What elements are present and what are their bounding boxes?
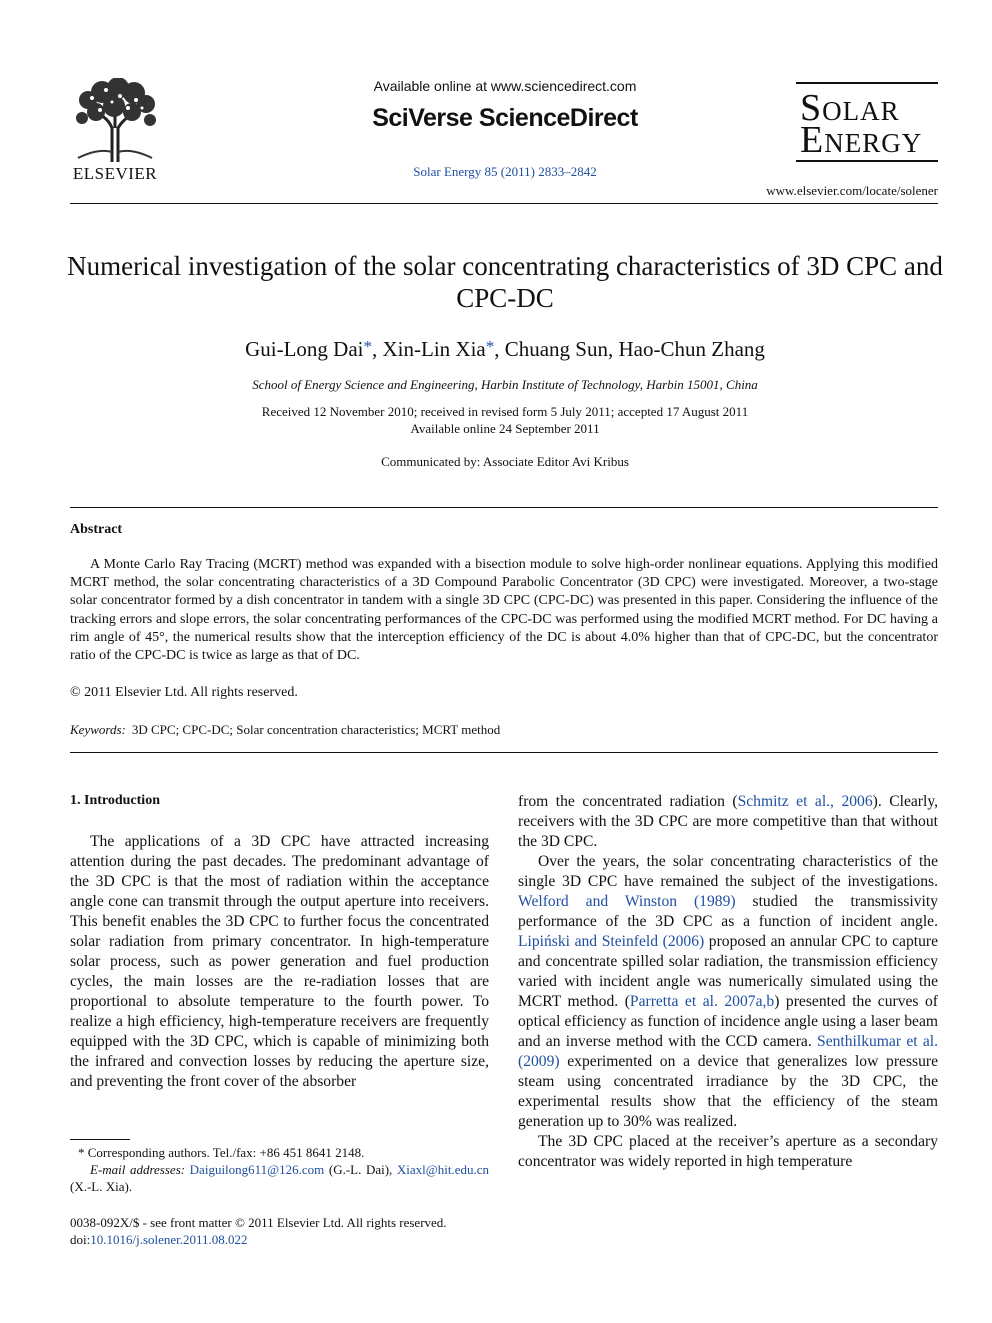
email-footnote — [70, 1161, 489, 1195]
paragraph: The 3D CPC placed at the receiver’s aperture as a secondary concentrator was widely reported in high temperature — [518, 1133, 938, 1170]
author-name: Hao-Chun Zhang — [618, 337, 765, 361]
available-online-date: Available online 24 September 2011 — [410, 421, 600, 436]
doi-link[interactable]: 10.1016/j.solener.2011.08.022 — [90, 1232, 248, 1247]
footnote-divider — [70, 1139, 130, 1140]
left-column — [70, 832, 489, 1092]
email-owner: (G.-L. Dai), — [324, 1162, 397, 1177]
author-list — [60, 337, 950, 362]
communicated-by: Communicated by: Associate Editor Avi Kribus — [381, 454, 629, 469]
email-link[interactable]: Daiguilong611@126.com — [189, 1162, 325, 1177]
email-owner: (X.-L. Xia). — [70, 1179, 133, 1194]
reference-link[interactable]: Parretta et al. 2007a,b — [629, 993, 775, 1010]
author-separator: , — [372, 337, 383, 361]
text-run: studied the transmissivity performance of the 3D CPC as a function of incident angle. — [518, 893, 938, 930]
reference-link[interactable]: Senthilkumar et al. (2009) — [518, 1033, 938, 1070]
copyright-notice: © 2011 Elsevier Ltd. All rights reserved. — [70, 685, 298, 700]
doi-label: doi: — [70, 1232, 91, 1247]
text-run: experimented on a device that generalizes low pressure steam using concentrated irradiance by the 3D CPC, the experimental results show that the efficiency of the steam generation up to 30% was realized. — [518, 1053, 938, 1130]
keywords-label: Keywords: — [70, 722, 126, 737]
journal-logo — [796, 82, 938, 162]
author-name: Gui-Long Dai — [245, 337, 364, 361]
platform-logo-text[interactable]: SciVerse ScienceDirect — [372, 104, 638, 132]
email-label: E-mail addresses: — [90, 1162, 186, 1177]
footnotes — [70, 1144, 489, 1195]
affiliation: School of Energy Science and Engineering, Harbin Institute of Technology, Harbin 15001, China — [252, 377, 758, 392]
publisher-name: ELSEVIER — [72, 164, 158, 183]
author-name: Xin-Lin Xia — [382, 337, 486, 361]
keywords — [70, 722, 500, 738]
abstract-heading: Abstract — [70, 522, 123, 537]
right-column — [518, 792, 938, 1172]
issn-line: 0038-092X/$ - see front matter © 2011 Elsevier Ltd. All rights reserved. — [70, 1215, 447, 1230]
text-run: from the concentrated radiation ( — [518, 793, 738, 810]
tree-emblem-icon — [68, 78, 162, 162]
section-heading: 1. Introduction — [70, 793, 160, 808]
author-separator: , — [608, 337, 619, 361]
journal-logo-line1: Solar — [800, 87, 900, 129]
paragraph: The applications of a 3D CPC have attracted increasing attention during the past decades. The predominant advantage of the 3D CPC is that the most of radiation within the acceptance angle cone can transmit through the output aperture into receivers. This benefit enables the 3D CPC to further focus the concentrated solar radiation from primary concentrator. In high-temperature solar process, such as power generation and fuel production cycles, the main losses are the re-radiation losses that are proportional to absolute temperature to the fourth power. To realize a high efficiency, high-temperature receivers are frequently equipped with the 3D CPC, which is capable of minimizing both the infrared and convection losses by reducing the aperture size, and preventing the front cover of the absorber — [70, 833, 489, 1090]
corresponding-author-mark[interactable]: * — [363, 337, 372, 356]
reference-link[interactable]: Schmitz et al., 2006 — [737, 793, 873, 810]
article-dates — [60, 403, 950, 437]
abstract-text: A Monte Carlo Ray Tracing (MCRT) method was expanded with a bisection module to solve high-order nonlinear equations. Applying this modified MCRT method, the solar concentrating characteristics of a 3D Compound Parabolic Concentrator (3D CPC) were investigated. Moreover, a two-stage solar concentrator formed by a dish concentrator in tandem with a single 3D CPC (CPC-DC) was presented in this paper. Considering the influence of the tracking errors and slope errors, the solar concentrating performances of the CPC-DC was performed using the modified MCRT method. For DC having a rim angle of 45°, the numerical results show that the interception efficiency of the DC is about 4.0% higher than that of CPC-DC, but the concentrator ratio of the CPC-DC is twice as large as that of DC. — [70, 557, 938, 664]
doi-line — [70, 1231, 489, 1248]
text-run: Over the years, the solar concentrating characteristics of the single 3D CPC have remained the subject of the investigations. — [518, 853, 938, 890]
received-dates: Received 12 November 2010; received in revised form 5 July 2011; accepted 17 August 2011 — [261, 404, 749, 419]
available-online-text: Available online at www.sciencedirect.com — [373, 78, 637, 94]
paragraph — [518, 792, 938, 852]
author-name: Chuang Sun — [504, 337, 608, 361]
paragraph — [518, 852, 938, 1132]
journal-logo-line2: Energy — [800, 119, 923, 161]
article-title: Numerical investigation of the solar concentrating characteristics of 3D CPC and CPC-DC — [67, 251, 943, 313]
reference-link[interactable]: Lipiński and Steinfeld (2006) — [518, 933, 705, 950]
front-matter — [70, 1214, 489, 1248]
corresponding-author-mark[interactable]: * — [485, 337, 495, 356]
text-run: ). Clearly, receivers with the 3D CPC are more competitive than that without the 3D CPC. — [518, 793, 938, 850]
keywords-list: 3D CPC; CPC-DC; Solar concentration characteristics; MCRT method — [131, 722, 501, 737]
header-divider — [70, 203, 938, 204]
abstract-bottom-divider — [70, 752, 938, 753]
text-run: proposed an annular CPC to capture and concentrate spilled solar radiation, the transmission efficiency varied with incident angle was numerically simulated using the MCRT method. ( — [518, 933, 938, 1010]
reference-link[interactable]: Welford and Winston (1989) — [518, 893, 736, 910]
email-link[interactable]: Xiaxl@hit.edu.cn — [396, 1162, 489, 1177]
text-run: ) presented the curves of optical efficiency as function of incidence angle using a laser beam and an inverse method with the CCD camera. — [518, 993, 938, 1050]
journal-citation-link[interactable]: Solar Energy 85 (2011) 2833–2842 — [413, 164, 597, 179]
journal-url[interactable]: www.elsevier.com/locate/solener — [766, 183, 938, 198]
publisher-logo — [68, 78, 162, 182]
author-separator: , — [494, 337, 505, 361]
abstract-top-divider — [70, 507, 938, 508]
corresponding-author-footnote: * Corresponding authors. Tel./fax: +86 451 8641 2148. — [78, 1145, 365, 1160]
